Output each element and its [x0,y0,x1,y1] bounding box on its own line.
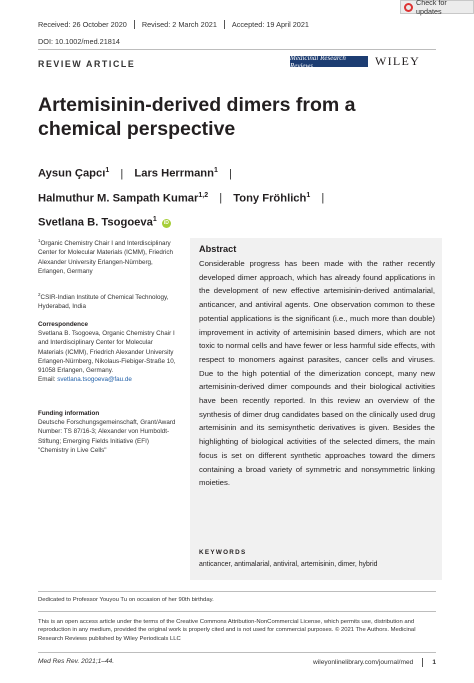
journal-logo: Medicinal Research Reviews [290,56,368,67]
affiliation-text: Organic Chemistry Chair I and Interdisciplinary Center for Molecular Materials (ICMM), Friedrich Alexander University Erlangen-Nürnberg, Erlangen, Germany [38,240,174,275]
author-separator: | [219,192,223,205]
correspondence-block [38,320,178,384]
author-name[interactable]: Lars Herrmann [134,167,214,180]
author-name[interactable]: Svetlana B. Tsogoeva [38,217,153,230]
page-number: 1 [432,659,436,666]
affiliation-1 [38,236,178,276]
keywords-heading: KEYWORDS [199,549,247,556]
divider [422,658,423,667]
section-rule [38,611,436,612]
accepted-date: Accepted: 19 April 2021 [231,20,309,29]
divider [224,20,225,29]
check-for-updates-button[interactable] [400,0,474,14]
keywords-text: anticancer, antimalarial, antiviral, artemisinin, dimer, hybrid [199,561,378,568]
citation-text: Med Res Rev. 2021;1–44. [38,658,115,665]
footer-citation [38,658,114,665]
author-line [38,185,438,210]
author-affiliation-marker: 1 [152,216,157,224]
author-list [38,160,438,234]
abstract-heading: Abstract [199,244,237,254]
article-dates [38,20,309,29]
author-line [38,160,438,185]
author-name[interactable]: Tony Fröhlich [233,192,307,205]
abstract-panel [190,238,442,580]
author-separator: | [321,192,325,205]
funding-text: Deutsche Forschungsgemeinschaft, Grant/Award Number: TS 87/16-3; Alexander von Humboldt-Stiftung; Emerging Fields Initiative (EFI) "Chemistry in Live Cells" [38,419,176,454]
publisher-logo: WILEY [375,54,421,68]
author-affiliation-marker: 1 [306,191,311,199]
abstract-text: Considerable progress has been made with the rather recently developed dimer approach, which has already found applications in the development of new effective artemisinin-derived antimalarial, anticancer, and antiviral agents. One observation common to these potential applications is the significant (i.e., much more than double) improvement in activity of artemisinin based dimers, which are not toxic to normal cells and have fewer or less harmful side effects, with respect to monomers against parasites, cancer cells and viruses. Due to the high potential of the dimerization concept, many new artemisinin-derived dimer compounds and their biological activities have been recently reported. In this review an overview of the synthesis of dimer drug candidates based on the clinically used drug artemisinin and its semisynthetic derivatives is given. Besides the highlighting of biological activities of the selected dimers, the main focus is set on different synthetic approaches toward the dimers containing a broad variety of symmetric and nonsymmetric linking moieties. [199,259,435,488]
affiliation-text: CSIR-Indian Institute of Chemical Technology, Hyderabad, India [38,294,169,311]
orcid-icon[interactable]: iD [163,219,169,226]
author-name[interactable]: Aysun Çapcı [38,167,106,180]
affiliation-marker: 2 [38,292,41,297]
funding-heading: Funding information [38,410,100,417]
header-rule [38,49,436,50]
dedication: Dedicated to Professor Youyou Tu on occasion of her 90th birthday. [38,597,214,603]
footer-rule [38,652,436,653]
email-link[interactable]: svetlana.tsogoeva@fau.de [57,376,132,384]
article-type: REVIEW ARTICLE [38,59,136,69]
author-separator: | [229,167,232,180]
email-label: Email: [38,376,56,384]
check-updates-icon [404,3,413,12]
affiliation-marker: 1 [38,238,41,243]
divider [134,20,135,29]
author-separator: | [120,167,124,180]
revised-date: Revised: 2 March 2021 [141,20,217,29]
footer-right [313,658,436,667]
check-updates-label: Check for updates [416,0,447,16]
author-line [38,209,438,234]
author-affiliation-marker: 1 [105,167,110,174]
funding-block [38,409,178,455]
author-name[interactable]: Halmuthur M. Sampath Kumar [38,192,199,205]
received-date: Received: 26 October 2020 [38,20,127,29]
section-rule [38,591,436,592]
affiliation-2 [38,290,178,312]
author-affiliation-marker: 1 [213,167,218,174]
correspondence-text: Svetlana B. Tsogoeva, Organic Chemistry Chair I and Interdisciplinary Center for Molecular Materials (ICMM), Friedrich Alexander University Erlangen-Nürnberg, Nikolaus-Fiebiger-Straße 10, 91058 Erlangen, Germany. [38,330,176,375]
correspondence-heading: Correspondence [38,321,89,328]
article-title: Artemisinin-derived dimers from a chemical perspective [38,94,356,140]
doi[interactable]: DOI: 10.1002/med.21814 [38,37,120,46]
author-affiliation-marker: 1,2 [198,191,209,199]
correspondence-email-line [38,375,178,384]
journal-url[interactable]: wileyonlinelibrary.com/journal/med [313,659,414,666]
license-text: This is an open access article under the terms of the Creative Commons Attribution-NonCommercial License, which permits use, distribution and reproduction in any medium, provided the original work is properly cited and is not used for commercial purposes. © 2021 The Authors. Medicinal Research Reviews published by Wiley Periodicals LLC [38,619,416,642]
